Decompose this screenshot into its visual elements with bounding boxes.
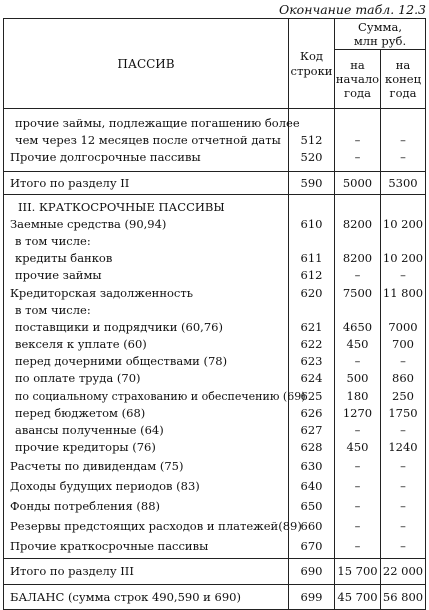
table-row bbox=[4, 516, 426, 536]
row-code: 627 bbox=[289, 422, 335, 439]
total2-start: 5000 bbox=[335, 171, 381, 194]
row-label: Кредиторская задолженность bbox=[4, 285, 289, 302]
row-code: 623 bbox=[289, 353, 335, 370]
end-header bbox=[381, 50, 426, 109]
table-row bbox=[4, 267, 426, 284]
table-row bbox=[4, 388, 426, 405]
table-row bbox=[4, 250, 426, 267]
row-code: 628 bbox=[289, 439, 335, 456]
row-start bbox=[335, 194, 381, 216]
row-start bbox=[335, 302, 381, 319]
row-code bbox=[289, 233, 335, 250]
row-start: – bbox=[335, 132, 381, 149]
sum-header-line-1: Сумма, bbox=[358, 20, 402, 34]
total2-code: 590 bbox=[289, 171, 335, 194]
row-end: – bbox=[381, 516, 426, 536]
table-row bbox=[4, 439, 426, 456]
code-header-line-2: строки bbox=[290, 63, 333, 78]
row-end: 10 200 bbox=[381, 216, 426, 233]
row-start: 450 bbox=[335, 336, 381, 353]
row-label: по социальному страхованию и обеспечению (69) bbox=[4, 388, 289, 405]
table-row bbox=[4, 456, 426, 476]
code-header-line-1: Код bbox=[300, 48, 323, 63]
row-start: 500 bbox=[335, 370, 381, 387]
total-row-section-2 bbox=[4, 171, 426, 194]
sum-header-line-2: млн руб. bbox=[353, 34, 407, 48]
row-label: Резервы предстоящих расходов и платежей(89) bbox=[4, 516, 289, 536]
row-start: – bbox=[335, 476, 381, 496]
row-label: авансы полученные (64) bbox=[4, 422, 289, 439]
row-code: 621 bbox=[289, 319, 335, 336]
row-start bbox=[335, 109, 381, 133]
row-start: 4650 bbox=[335, 319, 381, 336]
row-start: – bbox=[335, 456, 381, 476]
row-end: 10 200 bbox=[381, 250, 426, 267]
start-header-line-2: начало bbox=[335, 72, 380, 86]
table-caption: Окончание табл. 12.3 bbox=[278, 2, 426, 17]
balance-row bbox=[4, 585, 426, 610]
total2-end: 5300 bbox=[381, 171, 426, 194]
row-code: 640 bbox=[289, 476, 335, 496]
table-row bbox=[4, 109, 426, 133]
row-end bbox=[381, 194, 426, 216]
row-start: – bbox=[335, 496, 381, 516]
end-header-line-3: года bbox=[389, 86, 417, 100]
row-code: 610 bbox=[289, 216, 335, 233]
row-label: кредиты банков bbox=[4, 250, 289, 267]
row-code: 625 bbox=[289, 388, 335, 405]
total3-code: 690 bbox=[289, 559, 335, 585]
row-code: 660 bbox=[289, 516, 335, 536]
row-code: 620 bbox=[289, 285, 335, 302]
table-row bbox=[4, 536, 426, 559]
row-start: – bbox=[335, 353, 381, 370]
row-label: в том числе: bbox=[4, 302, 289, 319]
passive-header: ПАССИВ bbox=[4, 19, 289, 109]
row-label: Прочие долгосрочные пассивы bbox=[4, 149, 289, 171]
row-code: 612 bbox=[289, 267, 335, 284]
row-code: 650 bbox=[289, 496, 335, 516]
row-start: 1270 bbox=[335, 405, 381, 422]
row-code: 622 bbox=[289, 336, 335, 353]
row-code: 670 bbox=[289, 536, 335, 559]
row-label: векселя к уплате (60) bbox=[4, 336, 289, 353]
row-start: – bbox=[335, 516, 381, 536]
sum-header bbox=[335, 19, 426, 50]
row-end: – bbox=[381, 456, 426, 476]
balance-start: 45 700 bbox=[335, 585, 381, 610]
row-end: 11 800 bbox=[381, 285, 426, 302]
row-end: – bbox=[381, 149, 426, 171]
row-label: прочие займы, подлежащие погашению более bbox=[4, 109, 289, 133]
section-heading-row bbox=[4, 194, 426, 216]
row-code: 624 bbox=[289, 370, 335, 387]
row-end: 1750 bbox=[381, 405, 426, 422]
section-3-title: III. КРАТКОСРОЧНЫЕ ПАССИВЫ bbox=[4, 194, 289, 216]
row-label: чем через 12 месяцев после отчетной даты bbox=[4, 132, 289, 149]
table-row bbox=[4, 336, 426, 353]
row-end: – bbox=[381, 496, 426, 516]
row-code bbox=[289, 302, 335, 319]
row-start: – bbox=[335, 536, 381, 559]
row-end: 7000 bbox=[381, 319, 426, 336]
balance-code: 699 bbox=[289, 585, 335, 610]
row-label: Прочие краткосрочные пассивы bbox=[4, 536, 289, 559]
row-label: прочие кредиторы (76) bbox=[4, 439, 289, 456]
row-end: – bbox=[381, 536, 426, 559]
table-row bbox=[4, 216, 426, 233]
table-row bbox=[4, 476, 426, 496]
row-label: Доходы будущих периодов (83) bbox=[4, 476, 289, 496]
table-row bbox=[4, 302, 426, 319]
row-label: Фонды потребления (88) bbox=[4, 496, 289, 516]
row-end: 1240 bbox=[381, 439, 426, 456]
end-header-line-1: на bbox=[395, 58, 411, 72]
balance-label: БАЛАНС (сумма строк 490,590 и 690) bbox=[4, 585, 289, 610]
table-row bbox=[4, 132, 426, 149]
row-end: 700 bbox=[381, 336, 426, 353]
table-row bbox=[4, 233, 426, 250]
row-label: Заемные средства (90,94) bbox=[4, 216, 289, 233]
row-end: – bbox=[381, 353, 426, 370]
row-start: 180 bbox=[335, 388, 381, 405]
start-header-line-1: на bbox=[350, 58, 365, 72]
row-end bbox=[381, 233, 426, 250]
row-label: перед бюджетом (68) bbox=[4, 405, 289, 422]
balance-end: 56 800 bbox=[381, 585, 426, 610]
end-header-line-2: конец bbox=[385, 72, 421, 86]
total-row-section-3 bbox=[4, 559, 426, 585]
total3-end: 22 000 bbox=[381, 559, 426, 585]
row-start: 8200 bbox=[335, 250, 381, 267]
row-label: перед дочерними обществами (78) bbox=[4, 353, 289, 370]
code-header bbox=[289, 19, 335, 109]
start-header bbox=[335, 50, 381, 109]
row-label: в том числе: bbox=[4, 233, 289, 250]
balance-table bbox=[3, 18, 426, 610]
table-row bbox=[4, 496, 426, 516]
row-end: 860 bbox=[381, 370, 426, 387]
row-label: поставщики и подрядчики (60,76) bbox=[4, 319, 289, 336]
total2-label: Итого по разделу II bbox=[4, 171, 289, 194]
row-start: 7500 bbox=[335, 285, 381, 302]
row-end: – bbox=[381, 476, 426, 496]
row-end bbox=[381, 302, 426, 319]
row-start: 8200 bbox=[335, 216, 381, 233]
row-end: – bbox=[381, 267, 426, 284]
table-row bbox=[4, 149, 426, 171]
total3-label: Итого по разделу III bbox=[4, 559, 289, 585]
row-start: – bbox=[335, 267, 381, 284]
table-row bbox=[4, 422, 426, 439]
header-row-1 bbox=[4, 19, 426, 50]
row-code: 611 bbox=[289, 250, 335, 267]
row-end: – bbox=[381, 132, 426, 149]
row-label: Расчеты по дивидендам (75) bbox=[4, 456, 289, 476]
row-code: 512 bbox=[289, 132, 335, 149]
table-row bbox=[4, 370, 426, 387]
row-end: 250 bbox=[381, 388, 426, 405]
table-row bbox=[4, 353, 426, 370]
table-row bbox=[4, 405, 426, 422]
row-code: 630 bbox=[289, 456, 335, 476]
row-end bbox=[381, 109, 426, 133]
row-start bbox=[335, 233, 381, 250]
row-start: – bbox=[335, 149, 381, 171]
row-label: по оплате труда (70) bbox=[4, 370, 289, 387]
table-row bbox=[4, 319, 426, 336]
row-start: 450 bbox=[335, 439, 381, 456]
row-label: прочие займы bbox=[4, 267, 289, 284]
start-header-line-3: года bbox=[344, 86, 371, 100]
row-code bbox=[289, 194, 335, 216]
table-row bbox=[4, 285, 426, 302]
total3-start: 15 700 bbox=[335, 559, 381, 585]
row-end: – bbox=[381, 422, 426, 439]
row-start: – bbox=[335, 422, 381, 439]
row-code: 626 bbox=[289, 405, 335, 422]
row-code: 520 bbox=[289, 149, 335, 171]
